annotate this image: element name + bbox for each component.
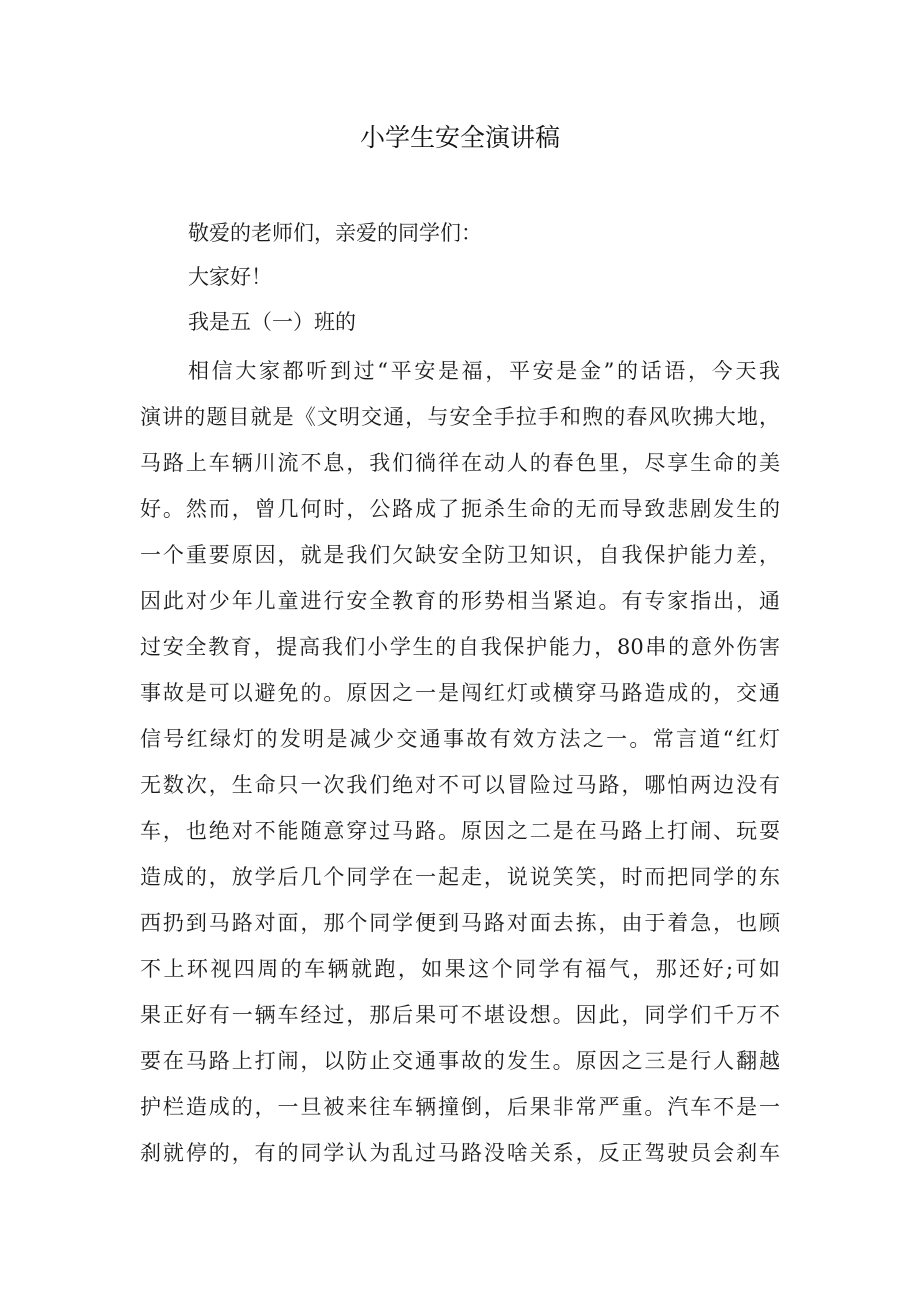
body-line: 西扔到马路对面，那个同学便到马路对面去拣，由于着急，也顾 <box>140 911 780 935</box>
body-line: 马路上车辆川流不息，我们徜徉在动人的春色里，尽享生命的美 <box>140 451 780 475</box>
body-line: 一个重要原因，就是我们欠缺安全防卫知识，自我保护能力差， <box>140 543 780 567</box>
document-title: 小学生安全演讲稿 <box>359 123 560 152</box>
body-line: 相信大家都听到过“平安是福，平安是金”的话语，今天我 <box>188 359 780 383</box>
body-line: 车，也绝对不能随意穿过马路。原因之二是在马路上打闹、玩耍 <box>140 819 780 843</box>
body-line: 无数次，生命只一次我们绝对不可以冒险过马路，哪怕两边没有 <box>140 773 780 797</box>
body-line: 果正好有一辆车经过，那后果可不堪设想。因此，同学们千万不 <box>140 1003 780 1027</box>
body-line: 护栏造成的，一旦被来往车辆撞倒，后果非常严重。汽车不是一 <box>140 1095 780 1119</box>
body-line: 演讲的题目就是《文明交通，与安全手拉手和煦的春风吹拂大地， <box>140 405 780 429</box>
body-line: 因此对少年儿童进行安全教育的形势相当紧迫。有专家指出，通 <box>140 589 780 613</box>
body-line: 刹就停的，有的同学认为乱过马路没啥关系，反正驾驶员会刹车 <box>140 1141 780 1165</box>
body-line: 过安全教育，提高我们小学生的自我保护能力，80串的意外伤害 <box>140 635 780 659</box>
body-line: 要在马路上打闹，以防止交通事故的发生。原因之三是行人翻越 <box>140 1049 780 1073</box>
body-line: 事故是可以避免的。原因之一是闯红灯或横穿马路造成的，交通 <box>140 681 780 705</box>
body-line: 好。然而，曾几何时，公路成了扼杀生命的无而导致悲剧发生的 <box>140 497 780 521</box>
greeting-line: 大家好！ <box>188 265 272 289</box>
salutation-line: 敬爱的老师们，亲爱的同学们： <box>188 221 482 245</box>
body-line: 不上环视四周的车辆就跑，如果这个同学有福气，那还好;可如 <box>140 957 780 981</box>
body-line: 信号红绿灯的发明是减少交通事故有效方法之一。常言道“红灯 <box>140 727 780 751</box>
body-line: 造成的，放学后几个同学在一起走，说说笑笑，时而把同学的东 <box>140 865 780 889</box>
intro-line: 我是五（一）班的 <box>188 310 356 334</box>
